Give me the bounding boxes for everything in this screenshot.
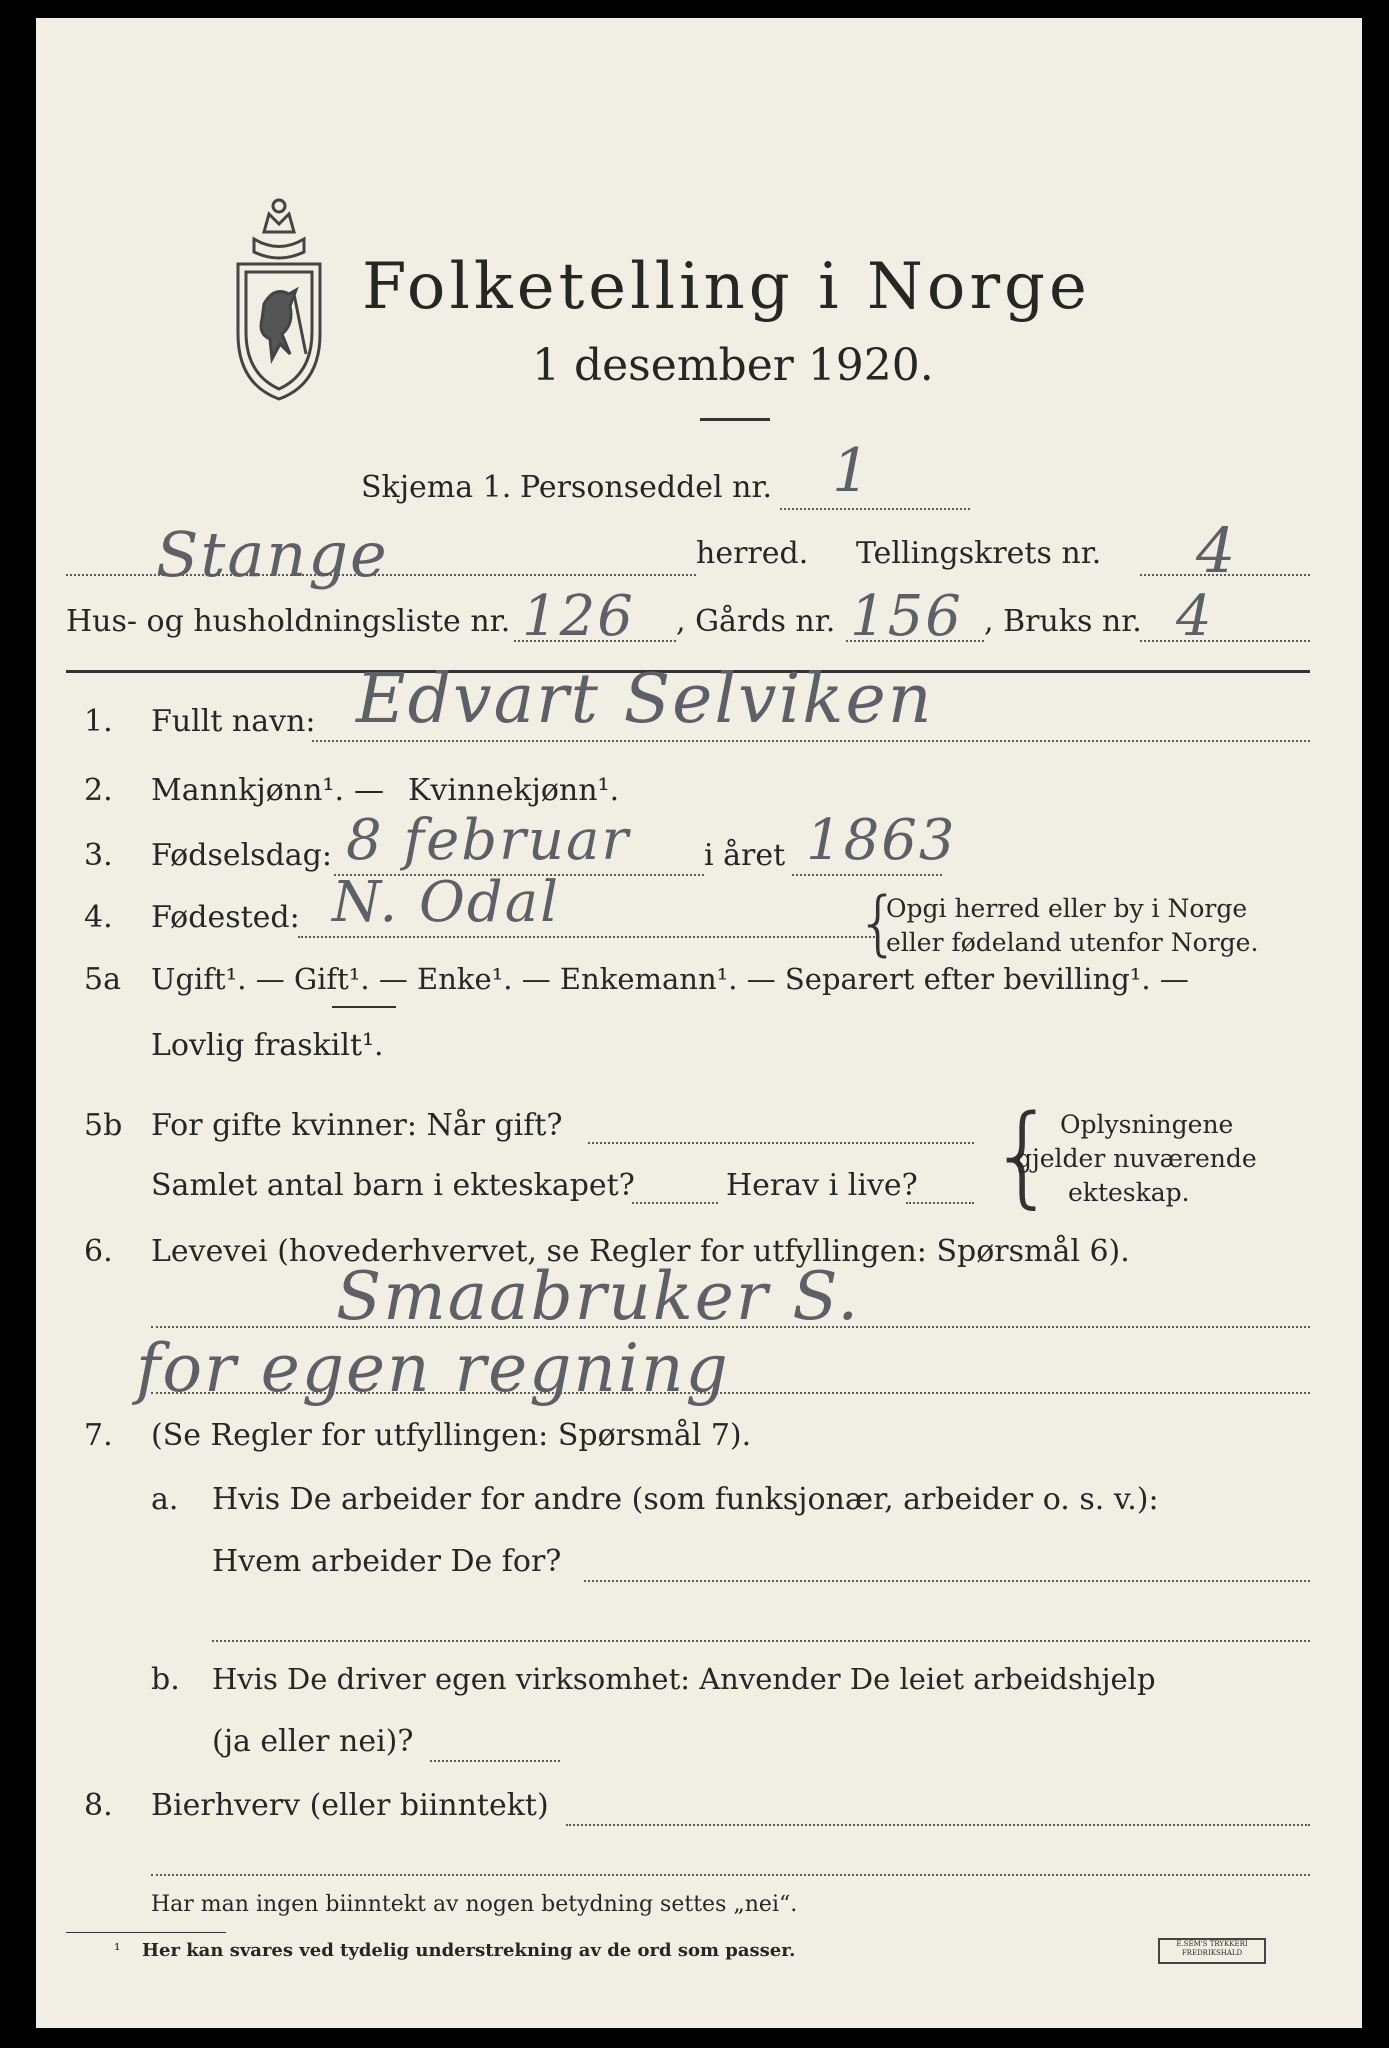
q3-number: 3.	[84, 838, 113, 873]
q1-line	[312, 740, 1310, 742]
q8-line-2	[151, 1874, 1310, 1876]
personseddel-value: 1	[832, 436, 873, 506]
census-date: 1 desember 1920.	[532, 340, 934, 391]
q8-label: Bierhverv (eller biinntekt)	[151, 1788, 549, 1823]
bruks-line	[1140, 640, 1310, 642]
q6-label: Levevei (hovederhvervet, se Regler for utfyllingen: Spørsmål 6).	[151, 1234, 1130, 1269]
q2-mannkjonn: Mannkjønn¹.	[151, 773, 344, 808]
q3-year: 1863	[806, 808, 957, 873]
q6-value-2: for egen regning	[136, 1330, 730, 1407]
q5b-naar-gift-line	[588, 1142, 974, 1144]
q1-number: 1.	[84, 704, 113, 739]
q6-number: 6.	[84, 1234, 113, 1269]
q5a-gift-underline	[332, 1006, 396, 1008]
q5b-antal-barn-label: Samlet antal barn i ekteskapet?	[151, 1168, 635, 1203]
q5b-brace: {	[988, 1091, 1058, 1219]
skjema-label: Skjema 1.	[361, 470, 512, 505]
q4-number: 4.	[84, 900, 113, 935]
q6-line-1	[151, 1326, 1310, 1328]
q4-brace: {	[856, 882, 901, 964]
q5a-marital-options: Ugift¹. — Gift¹. — Enke¹. — Enkemann¹. — Separert efter bevilling¹. —	[151, 962, 1189, 996]
form-title: Folketelling i Norge	[362, 250, 1091, 324]
q8-number: 8.	[84, 1788, 113, 1823]
personseddel-label: Personseddel nr.	[520, 470, 773, 505]
q7-number: 7.	[84, 1418, 113, 1453]
q5b-herav-label: Herav i live?	[726, 1168, 918, 1203]
bruks-label: , Bruks nr.	[984, 604, 1142, 639]
q7a-question: Hvem arbeider De for?	[212, 1544, 562, 1579]
footnote-mark: ¹	[114, 1940, 121, 1959]
q2-separator: —	[354, 773, 384, 808]
personseddel-line	[780, 508, 970, 510]
q8-line-1	[566, 1824, 1310, 1826]
q4-label: Fødested:	[151, 900, 300, 935]
q7b-line	[430, 1760, 560, 1762]
q3-label: Fødselsdag:	[151, 838, 332, 873]
q5b-naar-gift-label: For gifte kvinner: Når gift?	[151, 1108, 563, 1143]
q4-value: N. Odal	[332, 870, 561, 935]
footnote-text: Her kan svares ved tydelig understrekning av de ord som passer.	[142, 1940, 796, 1961]
footer-note: Har man ingen biinntekt av nogen betydning settes „nei“.	[151, 1892, 798, 1917]
q2-number: 2.	[84, 773, 113, 808]
q1-value: Edvart Selviken	[356, 660, 934, 739]
q3-aaret-label: i året	[704, 838, 786, 873]
coat-of-arms-icon	[224, 194, 334, 404]
q5b-note-2: gjelder nuværende	[1016, 1144, 1257, 1173]
q5b-herav-line	[906, 1202, 974, 1204]
tellingskrets-value: 4	[1196, 514, 1238, 587]
q7b-letter: b.	[151, 1662, 180, 1697]
q7a-letter: a.	[151, 1482, 179, 1517]
q7b-question: (ja eller nei)?	[212, 1724, 414, 1759]
census-form-page	[36, 18, 1362, 2028]
herred-value: Stange	[156, 518, 389, 591]
q7a-line-1	[584, 1580, 1310, 1582]
herred-line	[66, 574, 696, 576]
q5b-note-3: ekteskap.	[1068, 1178, 1190, 1207]
husholdningsliste-label: Hus- og husholdningsliste nr.	[66, 604, 511, 639]
q4-note-2: eller fødeland utenfor Norge.	[886, 928, 1259, 957]
q5a-number: 5a	[84, 962, 121, 997]
gards-value: 156	[850, 584, 963, 649]
husholdningsliste-value: 126	[522, 584, 635, 649]
q4-note-1: Opgi herred eller by i Norge	[886, 894, 1248, 923]
q7a-text: Hvis De arbeider for andre (som funksjonær, arbeider o. s. v.):	[212, 1482, 1159, 1517]
printer-stamp: E.SEM'S TRYKKERI FREDRIKSHALD	[1158, 1938, 1266, 1964]
q3-year-line	[792, 874, 942, 876]
q7-label: (Se Regler for utfyllingen: Spørsmål 7).	[151, 1418, 752, 1453]
gards-label: , Gårds nr.	[676, 604, 836, 639]
q5b-note-1: Oplysningene	[1060, 1110, 1234, 1139]
q5b-number: 5b	[84, 1108, 123, 1143]
q6-line-2	[151, 1392, 1310, 1394]
q7a-line-2	[212, 1640, 1310, 1642]
q4-line	[298, 936, 878, 938]
q2-kvinnekjonn: Kvinnekjønn¹.	[408, 773, 620, 808]
bruks-value: 4	[1176, 584, 1214, 649]
footnote-divider	[66, 1932, 226, 1933]
q1-label: Fullt navn:	[151, 704, 316, 739]
q5b-antal-barn-line	[632, 1202, 718, 1204]
herred-label: herred.	[696, 536, 809, 571]
q3-value: 8 februar	[346, 808, 631, 873]
q7b-text: Hvis De driver egen virksomhet: Anvender De leiet arbeidshjelp	[212, 1662, 1156, 1696]
q6-value-1: Smaabruker S.	[336, 1258, 861, 1335]
tellingskrets-label: Tellingskrets nr.	[856, 536, 1102, 571]
q5a-lovlig-fraskilt: Lovlig fraskilt¹.	[151, 1028, 384, 1063]
title-divider	[700, 418, 770, 421]
